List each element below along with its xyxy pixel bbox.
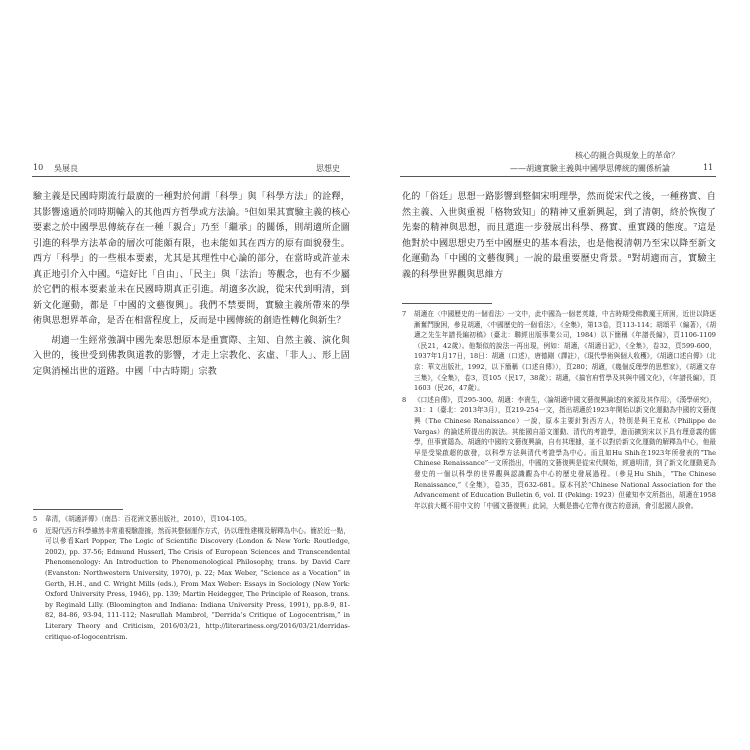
right-body-text: [402, 190, 716, 287]
left-header-rule: [32, 176, 350, 177]
footnote-7: [402, 309, 716, 394]
footnote-text: 《口述自傳》，頁295-300。胡適：李貴生，〈論胡適中國文藝復興論述的來源及其作用〉，《漢學研究》，31：1（臺北：2013年3月），頁219-254一文，指出胡適於1923年開始以新文化運動為中國的文藝復興（The Chinese Renaissance）一說，原本主要針對西方人，特別是與王克私（Philippe de Vargas）的論述所提出的說法。其能國自語文運動、清代的考證學，進而擴到宋以下具有理意義的儒學，但事實隱為，胡適的中國的文藝復興論，自有其理據，並不以對於新文化運動的解釋為中心，他最早是受梁啟超的啟發，以科學方法與清代考證學為中心。而且如Hu Shih在1923年所發表的“The Chinese Renaissance”一文所指出，中國的文藝復興是從宋代開始，經過明清，到了新文化運動更為發史的一個以科學的世界觀與認識觀為中心的歷史發展過程。（參見Hu Shih，“The Chinese Renaissance,”《全集》，卷35，頁632-681。原本刊於“Chinese National Association for the Advancement of Education Bulletin 6, vol. II (Peking: 1923）但確知李文所指出，胡適在1958年以前大概不用中文的「中國文藝復興」此詞，大概是擔心它帶有復古的意涵，會引起國人誤會。: [414, 395, 716, 510]
left-footnote-rule: [33, 509, 123, 510]
footnote-text: 胡適在〈中國歷史的一個看法〉一文中，此中國為一個老英雄，中古時期受佛教魔王所困，近世以降逐漸奮鬥脫困，參見胡適，〈中國歷史的一個看法〉，《全集》，第13卷，頁113-114；胡頌平（編著），《胡適之先生年譜長編初稿》（臺北：聯經出版事業公司，1984）以下簡稱《年譜長編》，頁1106-1109（民21，42歲）。他類似的說法一再出現，例如：胡適，《胡適日記》，《全集》，卷32，頁599-600，1937年1月17日，18日：胡適（口述），唐德剛（譯註），《現代學術與個人收穫》，《胡適口述自傳》（北京：華文出版社，1992，以下簡稱《口述自傳》），頁280；胡適，《幾個反理學的思想家》，《胡適文存三集》，《全集》，卷3，頁105（民17，38歲）；胡適，《搞官府哲學及其與中國文化》，《年譜長編》，頁1603（民26，47歲）。: [414, 310, 716, 393]
footnote-8: [402, 395, 716, 512]
right-page-number: 11: [703, 163, 714, 172]
left-page-journal: 思想史: [316, 164, 340, 173]
left-page-number: 10: [33, 163, 44, 172]
footnote-6: [33, 526, 350, 643]
right-page: [375, 0, 750, 750]
left-page-author: 吳展良: [54, 164, 78, 173]
left-footnotes: [33, 514, 350, 643]
right-paragraph-1: 化的「俗廷」思想一路影響到整個宋明理學，然而從宋代之後，一種務實、自然主義、入世與重視「格物致知」的精神又重新興起，到了清朝，終於恢復了先秦的精神與思想，而且還進一步發展出科學、務實、重實踐的態度。⁷這是他對於中國思想史乃至中國歷史的基本看法，也是他視清朝乃至宋以降至新文化運動為「中國的文藝復興」一說的最重要歷史背景。⁸對胡適而言，實驗主義的科學世界觀與思維方: [402, 192, 716, 280]
footnote-number: 6: [33, 526, 38, 535]
footnote-number: 5: [33, 515, 38, 523]
right-footnote-rule: [402, 303, 492, 304]
footnote-number: 8: [402, 395, 407, 404]
footnote-number: 7: [402, 310, 407, 318]
right-footnotes: [402, 309, 716, 512]
footnote-text: 近現代西方科學雖然非常重視驗證據，然而其整個運作方式，仍以理性建構及解釋為中心。簡於近一點，可以參看Karl Popper, The Logic of Scientific Discovery (London & New York: Routledge, 2002), pp. 37-56; Edmund Husserl, The Crisis of European Sciences and Transcendental Phenomenology: An Introduction to Phenomenological Philosophy, trans. by David Carr (Evanston: Northwestern University, 1970), p. 22; Max Weber, “Science as a Vocation” in Gerth, H.H., and C. Wright Mills (eds.), From Max Weber: Essays in Sociology (New York: Oxford University Press, 1946), pp. 139; Martin Heidegger, The Principle of Reason, trans. by Reginald Lilly. (Bloomington and Indiana: Indiana University Press, 1991), pp.8-9, 81-82, 84-86, 93-94, 111-112; Nasrullah Mambrol, “Derrida’s Critique of Logocentrism,” in Literary Theory and Criticism, 2016/03/21, http://literariness.org/2016/03/21/derridas-critique-of-logocentrism.: [45, 526, 350, 641]
right-header-rule: [400, 176, 716, 177]
left-paragraph-1: 驗主義是民國時期流行最廣的一種對於何謂「科學」與「科學方法」的詮釋，其影響遠過於同時期輸入的其他西方哲學或方法論。⁵但如果其實驗主義的核心要素之於中國學思傳統存在一種「親合」乃至「繼承」的關係，則胡適所企圖引進的科學方法革命的層次可能頗有限，也未能如其在西方的原有面貌發生。西方「科學」的一些根本要素，尤其是其理性中心論的部分，在當時或許並未真正地引介入中國。⁶這好比「自由」、「民主」與「法治」等觀念，也有不少屬於它們的根本要素並未在民國時期真正引進。胡適多次說，從宋代到明清，到新文化運動，都是「中國的文藝復興」。我們不禁要問，實驗主義所帶來的學術與思想界革命，是否在相當程度上，反而是中國傳統的創造性轉化與新生？: [33, 192, 350, 326]
right-running-title-line1: 核心的親合與現象上的革命？: [575, 151, 679, 160]
footnote-5: [33, 514, 350, 525]
right-running-title-line2: ——胡適實驗主義與中國學思傳統的關係析論: [510, 164, 670, 173]
left-body-text: [33, 190, 350, 384]
footnote-text: 韋清，《胡適評傳》（南昌：百花洲文藝出版社，2010），頁104-105。: [45, 515, 251, 523]
left-paragraph-2: 胡適一生經常強調中國先秦思想原本是重實際、主知、自然主義、演化與入世的，後世受到佛教與道教的影響，才走上宗教化、玄虛、「非人」、形上固定與消極出世的道路。中國「中古時期」宗教: [33, 335, 350, 377]
